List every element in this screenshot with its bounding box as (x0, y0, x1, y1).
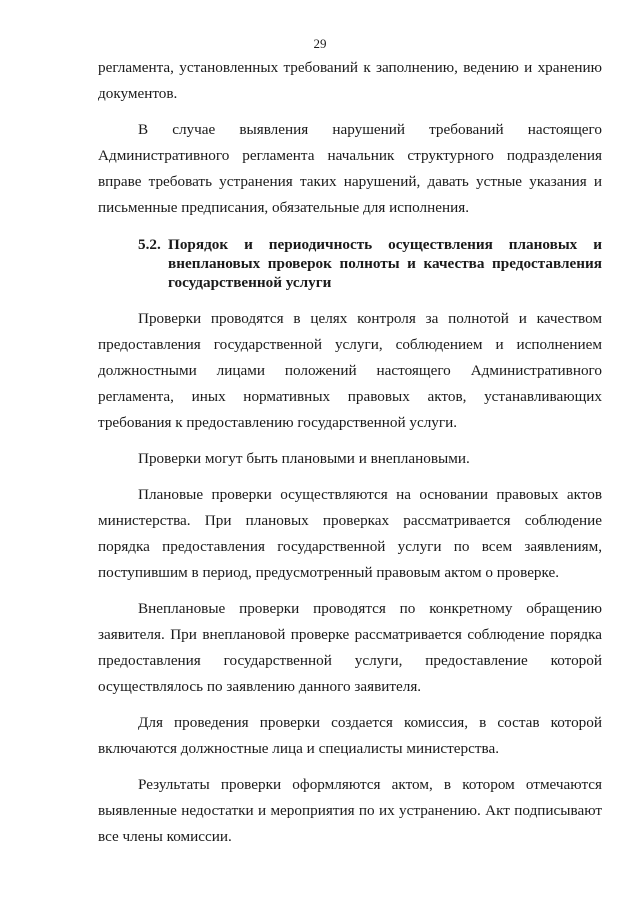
paragraph-results: Результаты проверки оформляются актом, в котором отмечаются выявленные недостатки и мероприятия по их устранению. Акт подписывают все члены комиссии. (98, 776, 602, 845)
paragraph-unplanned-inspections: Внеплановые проверки проводятся по конкретному обращению заявителя. При внеплановой проверке рассматривается соблюдение порядка предоставления государственной услуги, предоставление которой осуществлялось по заявлению данного заявителя. (98, 600, 602, 695)
paragraph-inspections-purpose: Проверки проводятся в целях контроля за полнотой и качеством предоставления государственной услуги, соблюдением и исполнением должностными лицами положений настоящего Административного регламента, иных нормативных правовых актов, устанавливающих требования к предоставлению государственной услуги. (98, 310, 602, 431)
paragraph-continuation: регламента, установленных требований к заполнению, ведению и хранению документов. (98, 59, 602, 102)
document-body (98, 55, 602, 850)
paragraph-inspection-types: Проверки могут быть плановыми и внеплановыми. (138, 450, 470, 467)
section-number: 5.2. (138, 236, 161, 253)
section-heading (98, 235, 602, 292)
paragraph-planned-inspections: Плановые проверки осуществляются на основании правовых актов министерства. При плановых проверках рассматривается соблюдение порядка предоставления государственной услуги по всем заявлениям, поступившим в период, предусмотренный правовым актом о проверке. (98, 486, 602, 581)
section-title: Порядок и периодичность осуществления плановых и внеплановых проверок полноты и качества предоставления государственной услуги (168, 236, 602, 291)
page-number: 29 (313, 36, 327, 51)
paragraph-commission: Для проведения проверки создается комиссия, в состав которой включаются должностные лица и специалисты министерства. (98, 714, 602, 757)
paragraph-violations: В случае выявления нарушений требований настоящего Административного регламента начальник структурного подразделения вправе требовать устранения таких нарушений, давать устные указания и письменные предписания, обязательные для исполнения. (98, 121, 602, 216)
